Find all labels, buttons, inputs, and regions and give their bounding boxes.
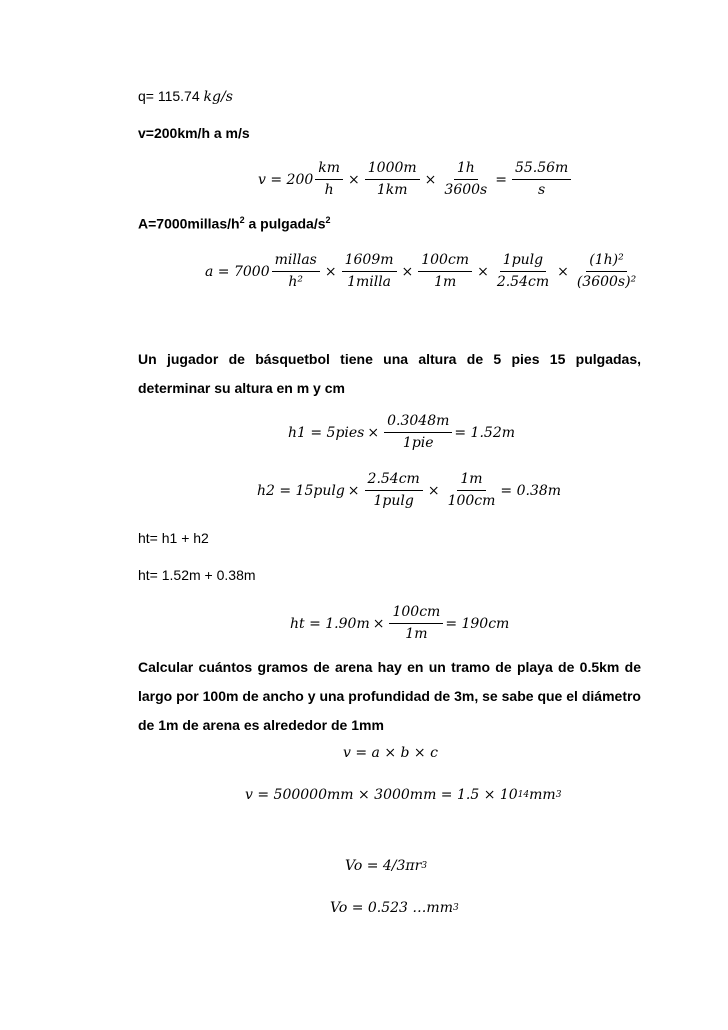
fraction: $\frac{km}{h}$ — [315, 160, 343, 199]
sphere-volume-formula: Vo = 4/3πr 3 — [345, 858, 428, 874]
fraction: $\frac{1h}{3600s}$ — [444, 160, 488, 198]
flow-rate-line — [138, 88, 233, 105]
volume-calculation: v = 500000mm × 3000mm = 1.5 × 10 14 mm 3 — [245, 787, 562, 803]
eq-lhs: a = 7000 — [205, 263, 270, 280]
velocity-heading: v=200km/h a m/s — [138, 125, 250, 141]
flow-rate-unit: kg/s — [203, 89, 233, 105]
fraction: $\frac{2.54cm}{1pulg}$ — [365, 471, 423, 510]
h1-equation: h1 = 5pies × $\frac{0.3048m}{\text{1pie}}$ = 1.52m — [288, 413, 516, 451]
sphere-volume-result: Vo = 0.523 …mm 3 — [330, 900, 459, 916]
h2-equation: h2 = 15pulg × $\frac{2.54cm}{1pulg}$ × $\frac{1m}{100cm}$ = 0.38m — [257, 471, 562, 509]
fraction: $\frac{1m}{100cm}$ — [447, 471, 496, 509]
problem-1-statement: Un jugador de básquetbol tiene una altura de 5 pies 15 pulgadas, determinar su altura en m y cm — [138, 351, 641, 396]
fraction: $\frac{1000m}{1km}$ — [365, 160, 420, 199]
volume-formula: v = a × b × c — [343, 745, 438, 761]
ht-conversion-equation: ht = 1.90m × $\frac{100cm}{1m}$ = 190cm — [290, 604, 510, 642]
eq-lhs: v = 200 — [258, 171, 314, 188]
ht-definition: ht= h1 + h2 — [138, 530, 209, 546]
fraction: $\frac{100cm}{1m}$ — [389, 604, 443, 643]
fraction: $\frac{1pulg}{2.54cm}$ — [496, 252, 550, 290]
acceleration-heading: $A=7000millas/h^2$ a pulgada/$s^2$ — [138, 215, 331, 232]
fraction: $\frac{55.56m}{s}$ — [512, 160, 571, 199]
flow-rate-value: q= 115.74 — [138, 88, 200, 104]
ht-sum: ht= 1.52m + 0.38m — [138, 567, 256, 583]
fraction: $\frac{100cm}{1m}$ — [418, 252, 472, 291]
problem-2-statement: Calcular cuántos gramos de arena hay en un tramo de playa de 0.5km de largo por 100m de ancho y una profundidad de 3m, se sabe que el diámetro de 1m de arena es alrededor de 1mm — [138, 659, 641, 733]
velocity-conversion-equation: v = 200 $\frac{km}{h}$ × $\frac{1000m}{1km}$ × $\frac{1h}{3600s}$ = $\frac{55.56m}{s}$ — [258, 160, 573, 199]
fraction: $\frac{1609m}{\text{1milla}}$ — [342, 252, 397, 291]
fraction: $\frac{\text{(1h)²}}{\text{(3600s)²}}$ — [576, 252, 637, 290]
fraction: $\frac{0.3048m}{\text{1pie}}$ — [384, 413, 452, 452]
fraction: $\frac{\text{millas}}{\text{h²}}$ — [272, 252, 320, 291]
acceleration-conversion-equation: a = 7000 $\frac{\text{millas}}{\text{h²}}$ × $\frac{1609m}{\text{1milla}}$ × $\frac{100cm}{1m}$ × $\frac{1pulg}{2.54cm}$ × $\frac{\text{(1h)²}}{\text{(3600s)²}}$ — [205, 252, 641, 291]
